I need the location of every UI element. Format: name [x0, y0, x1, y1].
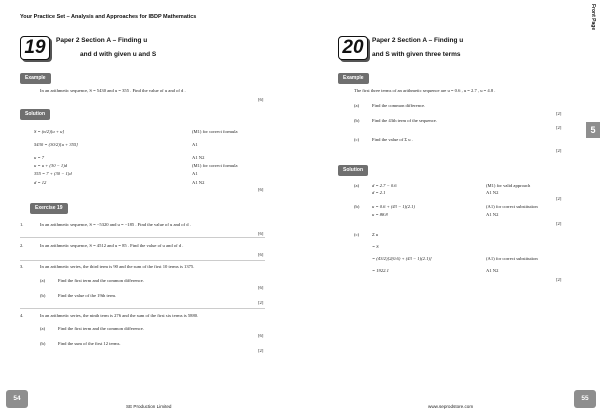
- solution-tag: Solution: [20, 109, 50, 120]
- solution-math-3: u = 7: [34, 155, 44, 160]
- exercise-1-number: 1.: [20, 222, 24, 227]
- part-c-text: Find the value of Σ u .: [372, 137, 413, 142]
- part-a-label: (a): [354, 103, 360, 108]
- exercise-number-badge: 20: [338, 36, 368, 60]
- exercise-4-number: 4.: [20, 313, 24, 318]
- exercise-4a-marks: [6]: [258, 333, 264, 338]
- exercise-3b-label: (b): [40, 293, 46, 298]
- section-title-line2: and d with given u and S: [80, 51, 157, 58]
- sol-a-marks: [2]: [556, 196, 562, 201]
- sol-a-math-2: d = 2.1: [372, 190, 386, 195]
- section-title-line1: Paper 2 Section A – Finding u: [372, 37, 464, 44]
- chapter-tab: 5: [586, 122, 600, 138]
- separator: [20, 260, 265, 261]
- sol-b-marks: [2]: [556, 221, 562, 226]
- exercise-2-text: In an arithmetic sequence, S = 4512 and u = 85 . Find the value of u and of d .: [40, 243, 184, 248]
- part-a-marks: [2]: [556, 111, 562, 116]
- exercise-3a-text: Find the first term and the common difference.: [58, 278, 144, 283]
- sol-a-comment-2: A1 N2: [486, 190, 499, 195]
- sol-c-marks: [2]: [556, 277, 562, 282]
- part-c-label: (c): [354, 137, 360, 142]
- exercise-3a-marks: [6]: [258, 285, 264, 290]
- page-number-left: 54: [6, 390, 28, 408]
- separator: [20, 237, 265, 238]
- sol-a-label: (a): [354, 183, 360, 188]
- solution-comment-1: (M1) for correct formula: [192, 129, 238, 134]
- exercise-4-text: In an arithmetic series, the ninth term is 276 and the sum of the first six terms is 5880.: [40, 313, 199, 318]
- separator: [20, 308, 265, 309]
- sol-c-math-3: = (43/2)[2(0.6) + (43 − 1)(2.1)]: [372, 256, 432, 261]
- exercise-4a-label: (a): [40, 326, 46, 331]
- page-number-right: 55: [574, 390, 596, 408]
- sol-c-comment-3: (A1) for correct substitution: [486, 256, 538, 261]
- sol-c-math-2: = S: [372, 244, 379, 249]
- sol-c-math-1: Σ u: [372, 232, 379, 237]
- exercise-3-number: 3.: [20, 264, 24, 269]
- sol-b-comment-2: A1 N2: [486, 212, 499, 217]
- solution-marks: [6]: [258, 187, 264, 192]
- footer-website[interactable]: www.seprodstore.com: [428, 404, 474, 409]
- exercise-tag: Exercise 19: [30, 203, 68, 214]
- exercise-2-number: 2.: [20, 243, 24, 248]
- exercise-3b-marks: [2]: [258, 300, 264, 305]
- example-tag: Example: [338, 73, 369, 84]
- example-question: The first three terms of an arithmetic sequence are u = 0.6 , u = 2.7 , u = 4.8 .: [354, 88, 496, 93]
- sol-b-math-1: u = 0.6 + (43 − 1)(2.1): [372, 204, 415, 209]
- exercise-4a-text: Find the first term and the common difference.: [58, 326, 144, 331]
- exercise-1-marks: [6]: [258, 231, 264, 236]
- exercise-3-text: In an arithmetic series, the third term is 90 and the sum of the first 10 terms is 1375.: [40, 264, 195, 269]
- solution-math-4: u = u + (30 − 1)d: [34, 163, 68, 168]
- solution-comment-3: A1 N2: [192, 155, 205, 160]
- sol-c-label: (c): [354, 232, 360, 237]
- exercise-3a-label: (a): [40, 278, 46, 283]
- solution-math-1: S = (n/2)[u + u]: [34, 129, 65, 134]
- exercise-1-text: In an arithmetic sequence, S = −5320 and u = −185 . Find the value of u and of d .: [40, 222, 191, 227]
- solution-comment-4: (M1) for correct formula: [192, 163, 238, 168]
- solution-math-6: d = 12: [34, 180, 47, 185]
- exercise-2-marks: [6]: [258, 252, 264, 257]
- sol-c-math-4: = 1922.1: [372, 268, 389, 273]
- part-c-marks: [2]: [556, 148, 562, 153]
- part-b-marks: [2]: [556, 125, 562, 130]
- sol-c-comment-4: A1 N2: [486, 268, 499, 273]
- solution-math-2: 5430 = (30/2)[u + 355]: [34, 142, 78, 147]
- exercise-4b-text: Find the sum of the first 12 terms.: [58, 341, 121, 346]
- solution-comment-6: A1 N2: [192, 180, 205, 185]
- part-b-text: Find the 43th term of the sequence.: [372, 118, 437, 123]
- solution-math-5: 355 = 7 + (30 − 1)d: [34, 171, 72, 176]
- front-page-tab: Front Page: [590, 4, 596, 31]
- section-title-line2: and S with given three terms: [372, 51, 461, 58]
- example-tag: Example: [20, 73, 51, 84]
- exercise-4b-marks: [2]: [258, 348, 264, 353]
- exercise-4b-label: (b): [40, 341, 46, 346]
- solution-comment-5: A1: [192, 171, 198, 176]
- section-title-line1: Paper 2 Section A – Finding u: [56, 37, 148, 44]
- solution-comment-2: A1: [192, 142, 198, 147]
- book-title: Your Practice Set – Analysis and Approaches for IBDP Mathematics: [20, 14, 197, 20]
- exercise-number-badge: 19: [20, 36, 50, 60]
- example-question: In an arithmetic sequence, S = 5430 and u = 355 . Find the value of u and of d .: [40, 88, 186, 93]
- sol-b-math-2: u = 88.8: [372, 212, 388, 217]
- example-marks: [6]: [258, 97, 264, 102]
- sol-b-comment-1: (A1) for correct substitution: [486, 204, 538, 209]
- sol-a-math-1: d = 2.7 − 0.6: [372, 183, 397, 188]
- solution-tag: Solution: [338, 165, 368, 176]
- right-page: [300, 0, 600, 420]
- footer-publisher: SE Production Limited: [126, 404, 172, 409]
- part-a-text: Find the common difference.: [372, 103, 426, 108]
- sol-b-label: (b): [354, 204, 360, 209]
- sol-a-comment-1: (M1) for valid approach: [486, 183, 531, 188]
- part-b-label: (b): [354, 118, 360, 123]
- exercise-3b-text: Find the value of the 19th term.: [58, 293, 117, 298]
